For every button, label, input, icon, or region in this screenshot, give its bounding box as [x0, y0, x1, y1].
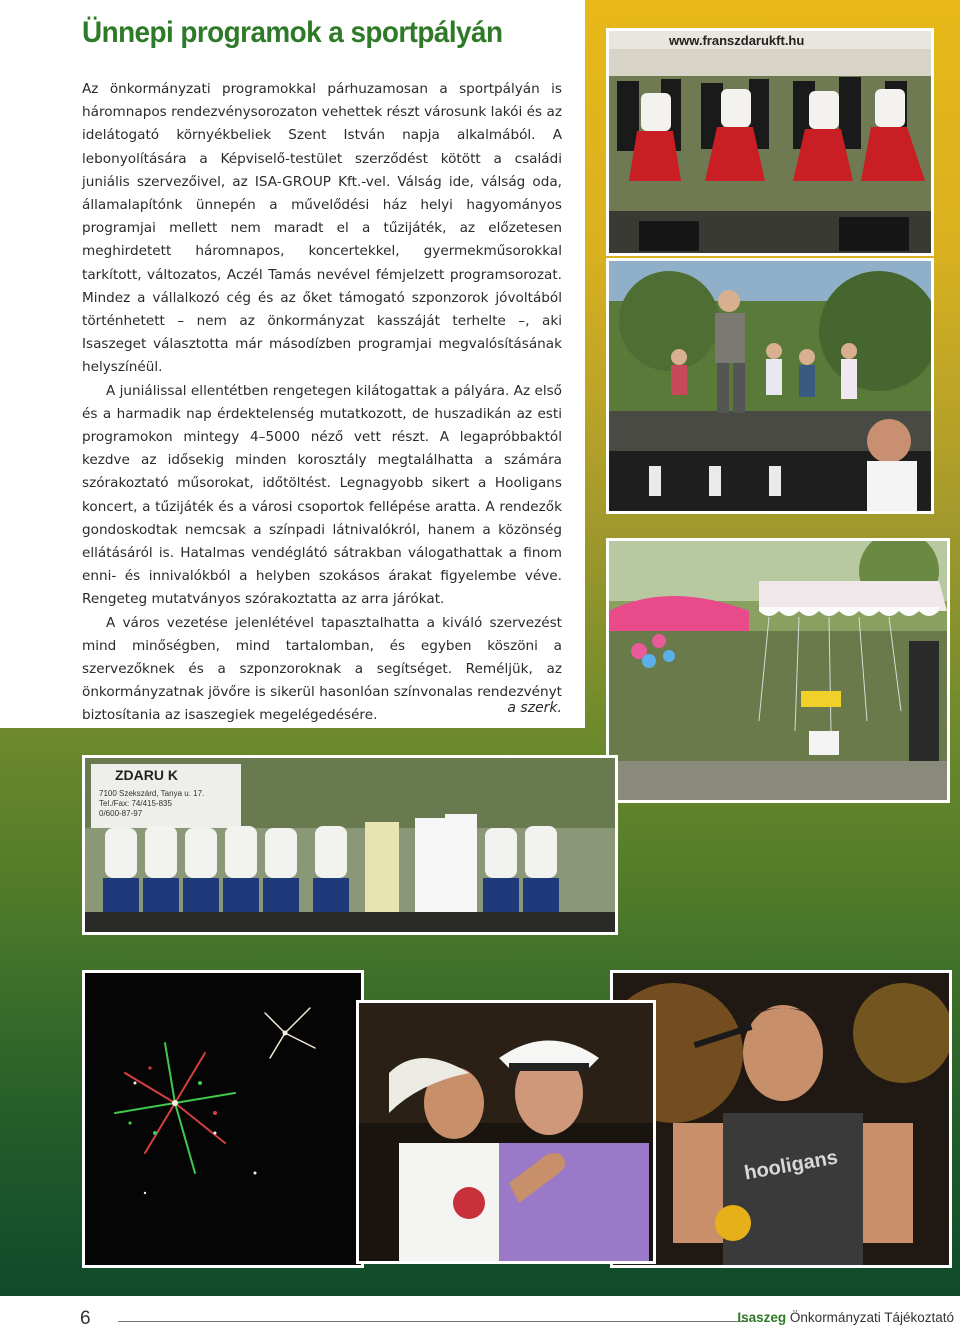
sign-line: Tel./Fax: 74/415-835 — [99, 799, 172, 808]
shirt-text: hooligans — [742, 1146, 840, 1185]
page-number: 6 — [80, 1308, 91, 1329]
sign-top-text: ZDARU K — [115, 767, 178, 783]
photo-carousel — [606, 538, 950, 803]
article-signature: a szerk. — [507, 700, 562, 716]
photo-two-men — [356, 1000, 656, 1264]
footer-brand: Isaszeg — [737, 1310, 787, 1325]
photo-folk-dancers — [606, 28, 934, 256]
sign-line: 7100 Szekszárd, Tanya u. 17. — [99, 789, 205, 798]
photo-singer-hooligans — [610, 970, 952, 1268]
sign-line: 0/600-87-97 — [99, 809, 143, 818]
footer-rule — [118, 1321, 748, 1322]
footer-publication — [737, 1310, 954, 1325]
footer-publication-name: Önkormányzati Tájékoztató — [789, 1310, 954, 1325]
photo-fireworks — [82, 970, 364, 1268]
article-paragraph: A juniálissal ellentétben rengetegen kilátogattak a pályára. Az első és a harmadik nap érdektelenség mutatkozott, de huszadikán az esti programokon mintegy 4–5000 néző vett részt. A legapróbbaktól kezdve az idősekig minden korosztály megtalálhatta a számára szórakoztató műsorokat, időtöltést. Legnagyobb sikert a Hooligans koncert, a tűzijáték és a városi csoportok fellépése aratta. A rendezők gondoskodtak nemcsak a színpadi látnivalókról, hanem a közönség ellátásáról is. Hatalmas vendéglátó sátrakban válogathattak a finom enni- és innivalókból a helyben szokásos árakat figyelembe véve. Rengeteg mutatványos szórakoztatta az arra járókat. — [82, 382, 562, 608]
photo-stage-children — [606, 258, 934, 514]
article-title: Ünnepi programok a sportpályán — [82, 16, 503, 49]
stage-banner-text: www.franszdarukft.hu — [669, 33, 805, 48]
article-paragraph: Az önkormányzati programokkal párhuzamosan a sportpályán is háromnapos rendezvénysorozaton vehettek részt városunk lakói és az idelátogató környékbeliek Szent István napja alkalmából. A lebonyolítására a Képviselő-testület szerződést kötött a családi juniális szervezőivel, az ISA-GROUP Kft.-vel. Válság ide, válság oda, államalapítónk ünnepén a művelődési ház helyi hagyományos programjai mellett nem maradt el a tűzijáték, az előzetesen meghirdetett háromnapos, koncertekkel, gyermekműsorokkal tarkított, változatos, Aczél Tamás nevével fémjelzett programsorozat. Mindez a vállalkozó cég és az őket támogató szponzorok jóvoltából történhetett – nem az önkormányzat kasszáját terhelte –, aki Isaszeget választotta már másodízben programjai megvalósításának helyszínéül. — [82, 81, 562, 376]
photo-choir — [82, 755, 618, 935]
article-body — [82, 78, 562, 728]
article-paragraph: A város vezetése jelenlétével tapasztalhatta a kiváló szervezést mind minőségben, mind tartalomban, és egyben köszöni a szervezőknek és a szponzoroknak a segítséget. Reméljük, az önkormányzatnak jövőre is sikerül hasonlóan színvonalas rendezvényt biztosítania az isaszegiek megelégedésére. — [82, 614, 562, 724]
